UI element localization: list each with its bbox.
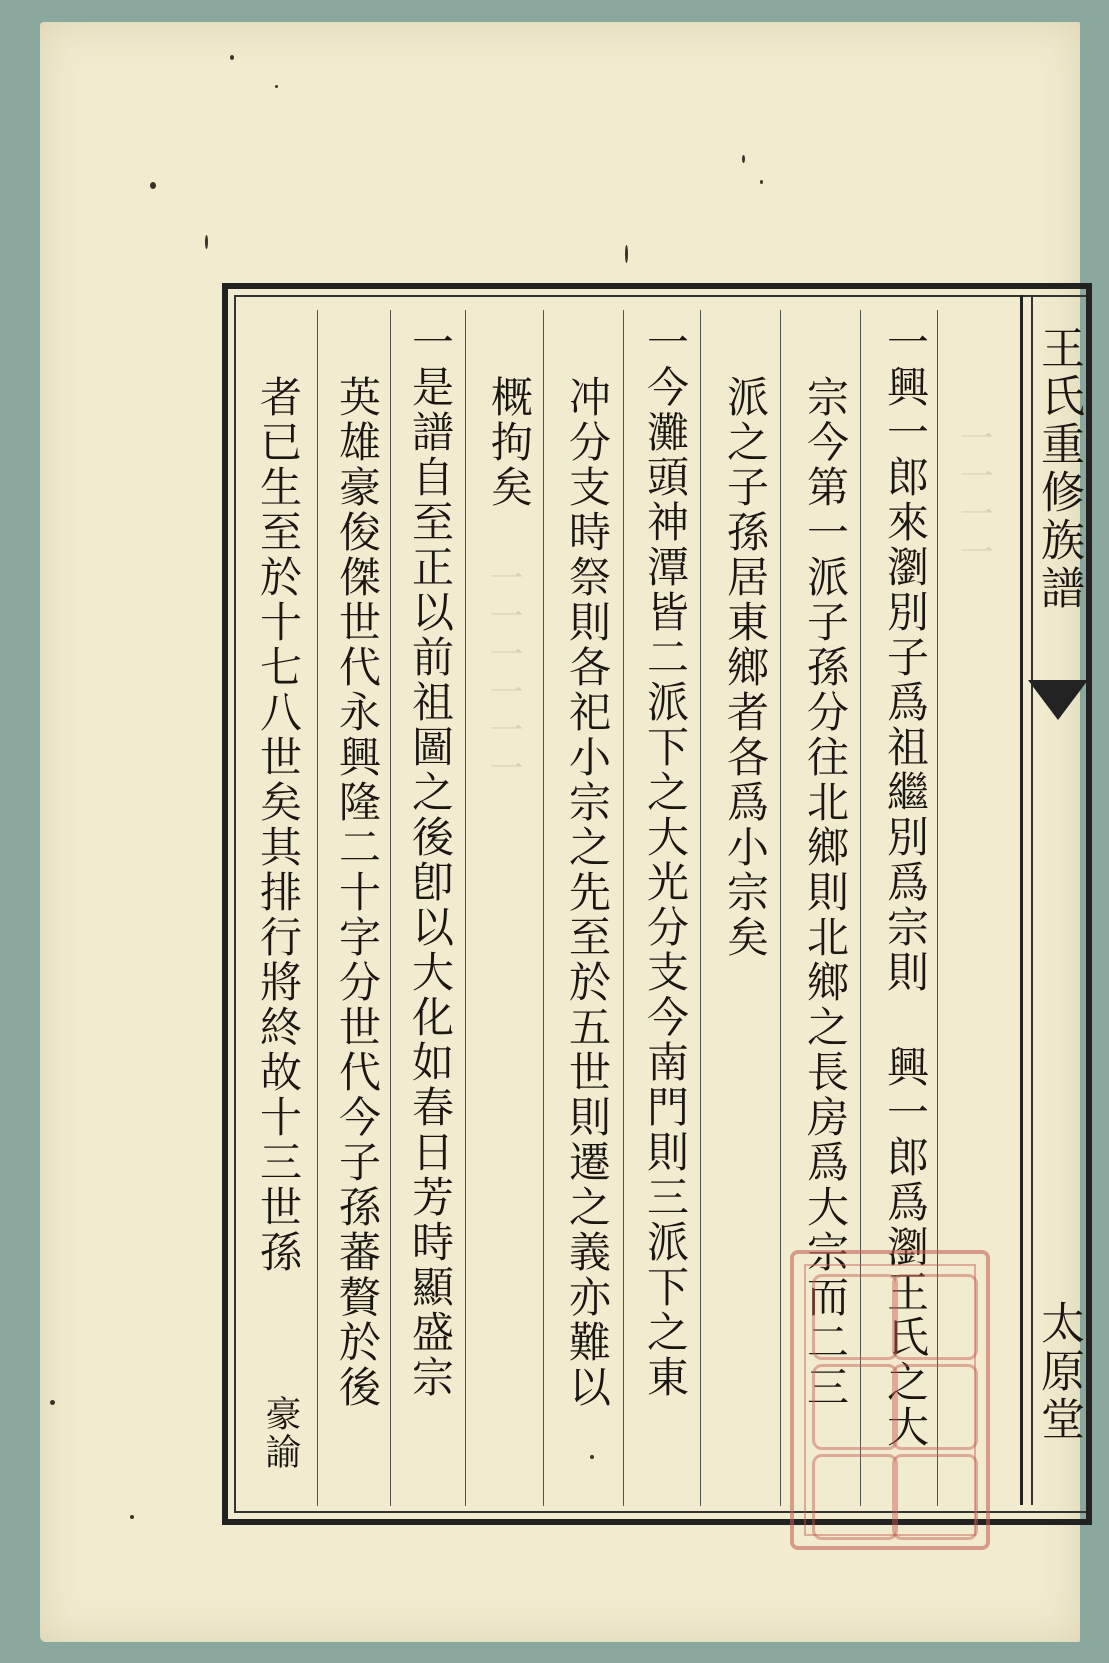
text-column: 一今灘頭神潭皆二派下之大光分支今南門則三派下之東 — [641, 320, 690, 1400]
ink-speck — [150, 182, 156, 189]
column-rule — [465, 310, 466, 1506]
text-column: 冲分支時祭則各祀小宗之先至於五世則遷之義亦難以 — [563, 375, 612, 1410]
text-column: 宗今第一派子孫分往北鄉則北鄉之長房爲大宗而二三 — [801, 375, 850, 1410]
seal-glyph — [892, 1454, 978, 1540]
ink-speck — [275, 85, 278, 88]
spine-title: 王氏重修族譜 — [1033, 325, 1084, 613]
text-column: 者已生至於十七八世矣其排行將終故十三世孫 — [254, 375, 303, 1275]
seal-glyph — [812, 1454, 898, 1540]
ink-speck — [50, 1400, 55, 1405]
spine-hall-name: 太原堂 — [1033, 1300, 1084, 1444]
seal-glyph — [812, 1274, 898, 1360]
column-rule — [623, 310, 624, 1506]
seal-glyph — [812, 1364, 898, 1450]
ink-speck — [205, 235, 208, 249]
bleed-through-text: 一一一一一一 — [483, 560, 523, 788]
column-rule — [780, 310, 781, 1506]
text-column: 一是譜自至正以前祖圖之後卽以大化如春日芳時顯盛宗 — [406, 320, 455, 1400]
bleed-through-text: 一一一一 — [953, 420, 993, 572]
column-rule — [543, 310, 544, 1506]
column-rule — [390, 310, 391, 1506]
column-rule — [700, 310, 701, 1506]
fishtail-mark-icon — [1028, 680, 1088, 720]
column-rule — [317, 310, 318, 1506]
text-column: 派之子孫居東鄉者各爲小宗矣 — [721, 375, 770, 960]
text-column: 概拘矣 — [485, 375, 534, 510]
text-column: 一興一郎來瀏別子爲祖繼別爲宗則 — [881, 320, 930, 995]
seal-glyph — [892, 1364, 978, 1450]
ink-speck — [742, 155, 745, 163]
ink-speck — [625, 245, 628, 263]
text-column: 豪諭 — [260, 1395, 301, 1471]
ink-speck — [230, 55, 234, 60]
ink-speck — [760, 180, 763, 184]
seal-stamp-icon — [790, 1250, 990, 1550]
text-column: 興一郎爲瀏王氏之大 — [881, 1045, 930, 1450]
text-column: 英雄豪俊傑世代永興隆二十字分世代今子孫蕃贅於後 — [333, 375, 382, 1410]
ink-speck — [130, 1515, 134, 1519]
seal-glyph — [892, 1274, 978, 1360]
